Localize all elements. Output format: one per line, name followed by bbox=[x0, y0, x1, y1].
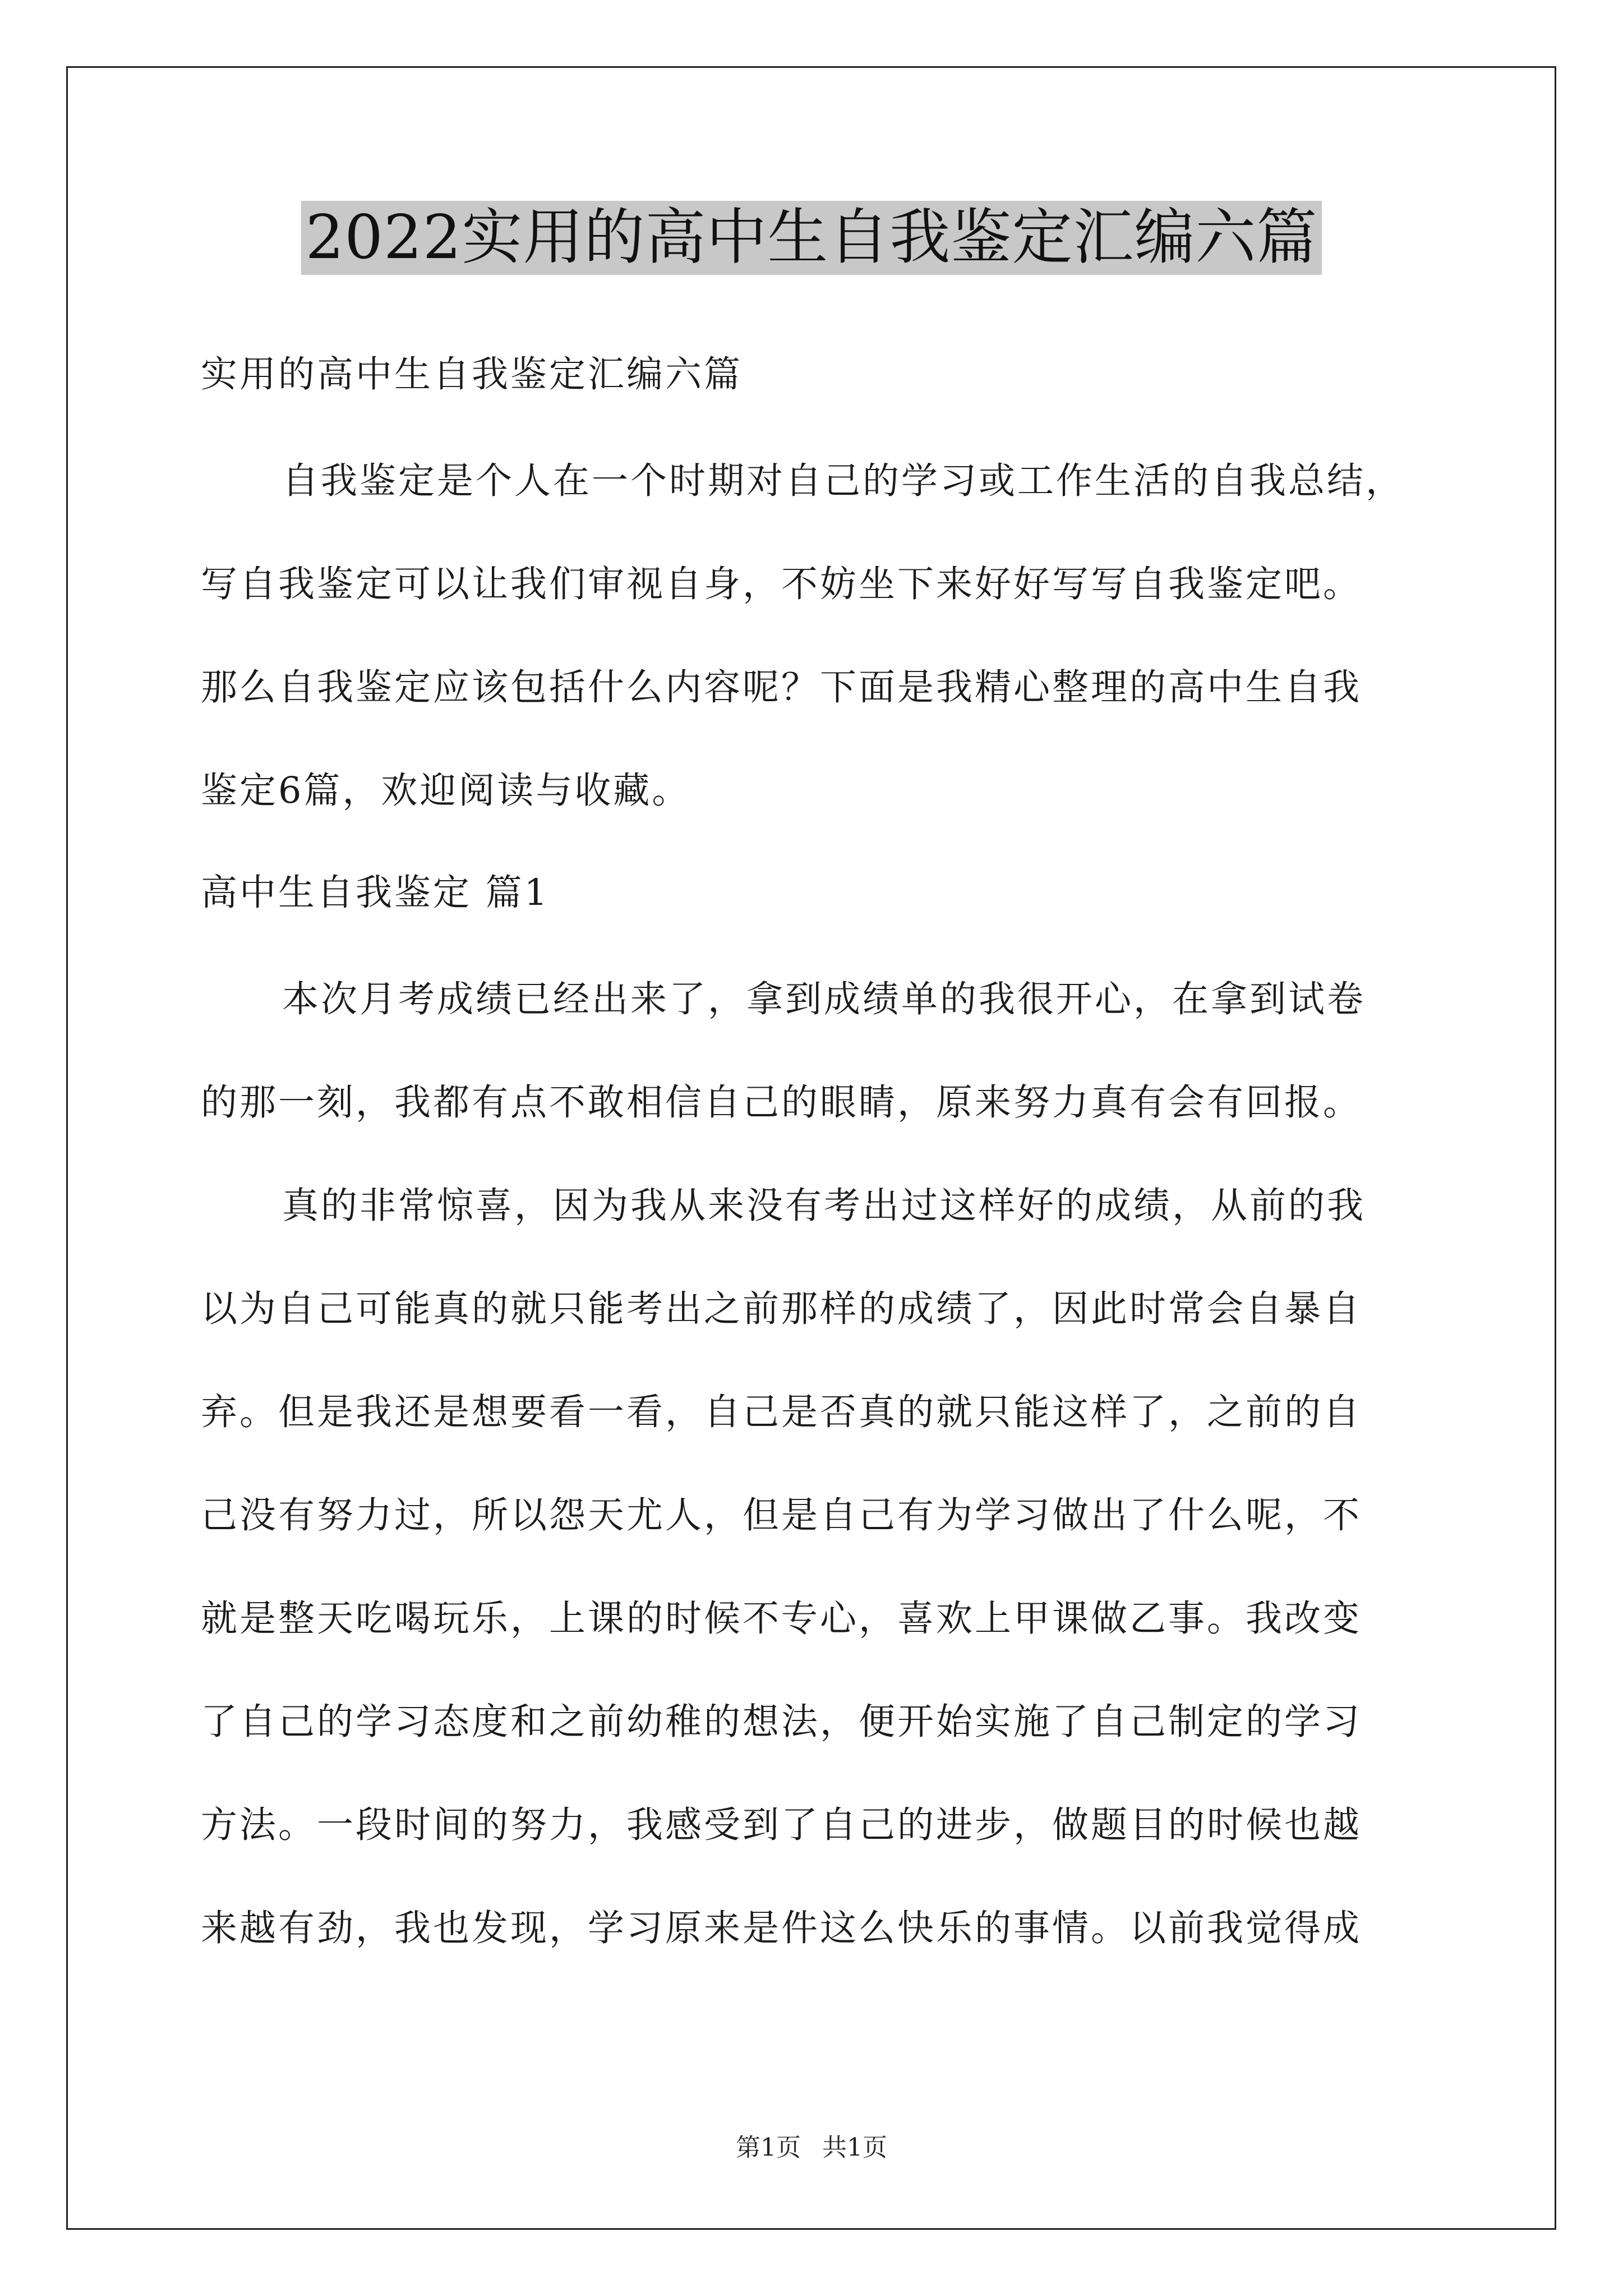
paragraph-line: 弃。但是我还是想要看一看，自己是否真的就只能这样了，之前的自 bbox=[201, 1391, 1362, 1433]
paragraph-line: 就是整天吃喝玩乐，上课的时候不专心，喜欢上甲课做乙事。我改变 bbox=[201, 1598, 1362, 1640]
page-footer bbox=[0, 2133, 1623, 2163]
paragraph-line: 写自我鉴定可以让我们审视自身，不妨坐下来好好写写自我鉴定吧。 bbox=[201, 563, 1362, 605]
paragraph-line: 以为自己可能真的就只能考出之前那样的成绩了，因此时常会自暴自 bbox=[201, 1288, 1362, 1330]
paragraph-line: 本次月考成绩已经出来了，拿到成绩单的我很开心，在拿到试卷 bbox=[282, 978, 1366, 1020]
paragraph-line: 方法。一段时间的努力，我感受到了自己的进步，做题目的时候也越 bbox=[201, 1804, 1362, 1846]
subtitle-line: 实用的高中生自我鉴定汇编六篇 bbox=[201, 353, 743, 395]
paragraph-line: 来越有劲，我也发现，学习原来是件这么快乐的事情。以前我觉得成 bbox=[201, 1907, 1362, 1949]
title-container bbox=[0, 201, 1623, 275]
paragraph-line: 那么自我鉴定应该包括什么内容呢？下面是我精心整理的高中生自我 bbox=[201, 666, 1362, 708]
paragraph-line: 鉴定6篇，欢迎阅读与收藏。 bbox=[201, 770, 691, 812]
paragraph-line: 自我鉴定是个人在一个时期对自己的学习或工作生活的自我总结， bbox=[282, 460, 1405, 502]
page-total: 共1页 bbox=[822, 2133, 887, 2162]
document-title: 2022实用的高中生自我鉴定汇编六篇 bbox=[301, 201, 1322, 275]
section-heading: 高中生自我鉴定 篇1 bbox=[201, 872, 550, 914]
paragraph-line: 了自己的学习态度和之前幼稚的想法，便开始实施了自己制定的学习 bbox=[201, 1701, 1362, 1743]
paragraph-line: 真的非常惊喜，因为我从来没有考出过这样好的成绩，从前的我 bbox=[282, 1185, 1366, 1227]
paragraph-line: 己没有努力过，所以怨天尤人，但是自己有为学习做出了什么呢，不 bbox=[201, 1494, 1362, 1536]
paragraph-line: 的那一刻，我都有点不敢相信自己的眼睛，原来努力真有会有回报。 bbox=[201, 1082, 1362, 1124]
page-number: 第1页 bbox=[736, 2133, 801, 2162]
